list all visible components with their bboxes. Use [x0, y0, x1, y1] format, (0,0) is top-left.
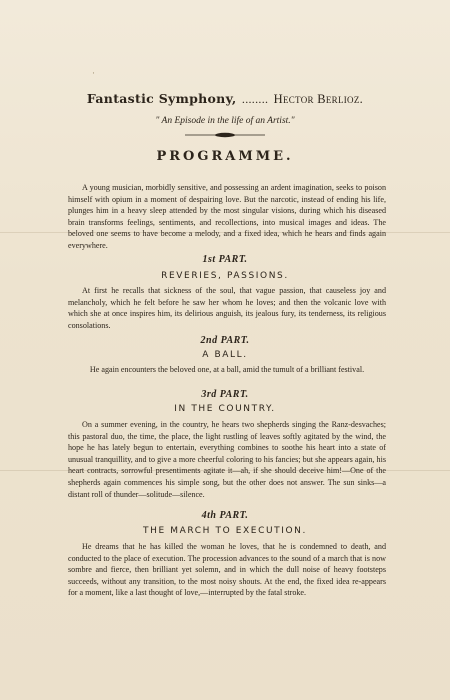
part-2-text: He again encounters the beloved one, at a ball, amid the tumult of a brilliant festival.: [89, 365, 365, 374]
part-1-heading: REVERIES, PASSIONS.: [161, 271, 289, 281]
programme-heading: PROGRAMME.: [156, 149, 294, 164]
part-4-heading: THE MARCH TO EXECUTION.: [143, 526, 307, 536]
ink-mark: ·: [92, 68, 95, 78]
part-4-label: 4th PART.: [201, 510, 249, 521]
part-2-label: 2nd PART.: [200, 335, 250, 346]
divider-ornament: [185, 132, 265, 138]
part-3-heading: IN THE COUNTRY.: [174, 404, 276, 414]
title-line: [0, 91, 450, 107]
part-1-label: 1st PART.: [202, 254, 248, 265]
part-4-text: He dreams that he has killed the woman he loves, that he is condemned to death, and conducted to the place of execution. The procession advances to the sound of a march that is now sombre and fierce, then brilliant yet solemn, and in which the dull noise of heavy footsteps succeeds, without any transition, to the most noisy shouts. At the end, the fixed idea re-appears for a moment, like a last thought of love,—interrupted by the fatal stroke.: [68, 542, 386, 598]
part-3-label: 3rd PART.: [201, 389, 249, 400]
symphony-title: Fantastic Symphony,: [86, 91, 237, 106]
title-leader-dots: ........: [241, 92, 269, 106]
part-2-heading: A BALL.: [202, 350, 248, 360]
part-3-text: On a summer evening, in the country, he hears two shepherds singing the Ranz-desvaches; this pastoral duo, the time, the place, the light rustling of leaves softly agitated by the wind, the hope he has lately begun to entertain, everything combines to soothe his heart into a state of unusual tranquillity, and to give a more cheerful coloring to his fancies; but she appears again, his heart contracts, sorrowful presentiments agitate it—ah, if she should deceive him!—One of the shepherds again commences his simple song, but the other does not answer. The sun sinks—a distant roll of thunder—solitude—silence.: [68, 420, 386, 499]
subtitle: " An Episode in the life of an Artist.": [155, 116, 295, 126]
intro-paragraph: A young musician, morbidly sensitive, and possessing an ardent imagination, seeks to poison himself with opium in a moment of despairing love. But the narcotic, instead of ending his life, plunges him in a heavy sleep attended by the most singular visions, during which his diseased brain transforms feelings, sentiments, and recollections, into musical images and ideas. The beloved one seems to have become a melody, and a fixed idea, which he hears and finds again everywhere.: [68, 183, 386, 250]
composer-name: Hector Berlioz.: [273, 92, 364, 106]
part-1-text: At first he recalls that sickness of the soul, that vague passion, that causeless joy and melancholy, which he felt before he saw her whom he loves; and then the volcanic love with which she at once inspires him, its delirious anguish, its jealous fury, its tenderness, its religious consolations.: [68, 286, 386, 330]
